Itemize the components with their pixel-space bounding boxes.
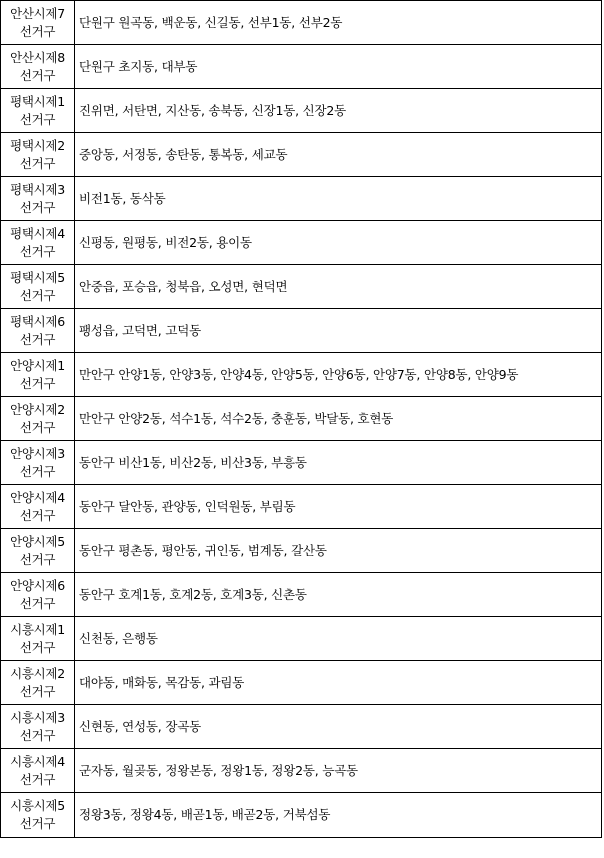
table-row bbox=[1, 441, 602, 485]
district-areas-cell: 비전1동, 동삭동 bbox=[75, 177, 602, 221]
table-row bbox=[1, 1, 602, 45]
district-name-cell bbox=[1, 705, 75, 749]
district-name-line2: 선거구 bbox=[19, 595, 56, 611]
district-name-cell bbox=[1, 221, 75, 265]
district-name-line2: 선거구 bbox=[19, 243, 56, 259]
district-name-line1: 시흥시제1 bbox=[10, 621, 65, 637]
district-name-cell bbox=[1, 353, 75, 397]
district-name-line1: 안양시제3 bbox=[10, 445, 65, 461]
district-name-cell bbox=[1, 397, 75, 441]
district-name-cell bbox=[1, 45, 75, 89]
district-name-line2: 선거구 bbox=[19, 375, 56, 391]
district-name-line2: 선거구 bbox=[19, 331, 56, 347]
district-name-line2: 선거구 bbox=[19, 463, 56, 479]
district-name-cell bbox=[1, 133, 75, 177]
district-name-line2: 선거구 bbox=[19, 771, 56, 787]
table-row bbox=[1, 309, 602, 353]
table-row bbox=[1, 705, 602, 749]
district-areas-cell: 팽성읍, 고덕면, 고덕동 bbox=[75, 309, 602, 353]
district-name-cell bbox=[1, 793, 75, 838]
district-name-cell bbox=[1, 89, 75, 133]
district-name-line2: 선거구 bbox=[19, 727, 56, 743]
district-name-line1: 안산시제8 bbox=[10, 49, 65, 65]
district-name-line1: 안산시제7 bbox=[10, 5, 65, 21]
district-name-line2: 선거구 bbox=[19, 683, 56, 699]
district-areas-cell: 동안구 평촌동, 평안동, 귀인동, 범계동, 갈산동 bbox=[75, 529, 602, 573]
district-areas-cell: 안중읍, 포승읍, 청북읍, 오성면, 현덕면 bbox=[75, 265, 602, 309]
district-name-line2: 선거구 bbox=[19, 639, 56, 655]
district-name-line2: 선거구 bbox=[19, 67, 56, 83]
district-name-cell bbox=[1, 441, 75, 485]
district-name-cell bbox=[1, 309, 75, 353]
table-row bbox=[1, 529, 602, 573]
table-row bbox=[1, 221, 602, 265]
district-areas-cell: 단원구 원곡동, 백운동, 신길동, 선부1동, 선부2동 bbox=[75, 1, 602, 45]
district-areas-cell: 대야동, 매화동, 목감동, 과림동 bbox=[75, 661, 602, 705]
district-name-line1: 평택시제5 bbox=[10, 269, 65, 285]
table-row bbox=[1, 397, 602, 441]
district-name-line1: 안양시제1 bbox=[10, 357, 65, 373]
district-name-line1: 시흥시제3 bbox=[10, 709, 65, 725]
district-name-line2: 선거구 bbox=[19, 287, 56, 303]
district-name-line1: 평택시제1 bbox=[10, 93, 65, 109]
district-name-cell bbox=[1, 573, 75, 617]
table-row bbox=[1, 793, 602, 838]
table-row bbox=[1, 573, 602, 617]
district-areas-cell: 신천동, 은행동 bbox=[75, 617, 602, 661]
district-name-line1: 안양시제5 bbox=[10, 533, 65, 549]
district-name-cell bbox=[1, 661, 75, 705]
district-name-line1: 평택시제6 bbox=[10, 313, 65, 329]
district-name-line2: 선거구 bbox=[19, 507, 56, 523]
district-name-cell bbox=[1, 1, 75, 45]
table-row bbox=[1, 133, 602, 177]
district-name-line1: 평택시제4 bbox=[10, 225, 65, 241]
district-name-line2: 선거구 bbox=[19, 155, 56, 171]
district-name-line1: 시흥시제5 bbox=[10, 798, 65, 813]
table-row bbox=[1, 265, 602, 309]
district-name-line2: 선거구 bbox=[19, 199, 56, 215]
district-areas-cell: 동안구 비산1동, 비산2동, 비산3동, 부흥동 bbox=[75, 441, 602, 485]
district-name-line1: 시흥시제2 bbox=[10, 665, 65, 681]
table-row bbox=[1, 485, 602, 529]
district-name-cell bbox=[1, 265, 75, 309]
district-name-line2: 선거구 bbox=[19, 111, 56, 127]
table-row bbox=[1, 89, 602, 133]
district-areas-cell: 단원구 초지동, 대부동 bbox=[75, 45, 602, 89]
district-name-cell bbox=[1, 617, 75, 661]
district-areas-cell: 군자동, 월곶동, 정왕본동, 정왕1동, 정왕2동, 능곡동 bbox=[75, 749, 602, 793]
district-name-line1: 평택시제3 bbox=[10, 181, 65, 197]
table-row bbox=[1, 617, 602, 661]
district-name-cell bbox=[1, 749, 75, 793]
district-areas-cell: 만안구 안양1동, 안양3동, 안양4동, 안양5동, 안양6동, 안양7동, 안양8동, 안양9동 bbox=[75, 353, 602, 397]
district-areas-cell: 정왕3동, 정왕4동, 배곧1동, 배곧2동, 거북섬동 bbox=[75, 793, 602, 838]
district-name-line2: 선거구 bbox=[19, 551, 56, 567]
district-name-line1: 안양시제2 bbox=[10, 401, 65, 417]
table-row bbox=[1, 661, 602, 705]
district-name-line1: 시흥시제4 bbox=[10, 753, 65, 769]
table-row bbox=[1, 353, 602, 397]
district-areas-cell: 중앙동, 서정동, 송탄동, 통복동, 세교동 bbox=[75, 133, 602, 177]
district-name-cell bbox=[1, 177, 75, 221]
district-name-line2: 선거구 bbox=[19, 816, 56, 831]
district-name-line1: 안양시제4 bbox=[10, 489, 65, 505]
district-areas-cell: 만안구 안양2동, 석수1동, 석수2동, 충훈동, 박달동, 호현동 bbox=[75, 397, 602, 441]
district-name-line2: 선거구 bbox=[19, 23, 56, 39]
district-name-cell bbox=[1, 529, 75, 573]
district-areas-cell: 신평동, 원평동, 비전2동, 용이동 bbox=[75, 221, 602, 265]
district-areas-cell: 동안구 호계1동, 호계2동, 호계3동, 신촌동 bbox=[75, 573, 602, 617]
table-row bbox=[1, 45, 602, 89]
district-name-line1: 평택시제2 bbox=[10, 137, 65, 153]
district-name-line2: 선거구 bbox=[19, 419, 56, 435]
district-areas-cell: 신현동, 연성동, 장곡동 bbox=[75, 705, 602, 749]
table-row bbox=[1, 749, 602, 793]
district-areas-cell: 진위면, 서탄면, 지산동, 송북동, 신장1동, 신장2동 bbox=[75, 89, 602, 133]
table-row bbox=[1, 177, 602, 221]
district-table-body bbox=[1, 1, 602, 838]
district-name-line1: 안양시제6 bbox=[10, 577, 65, 593]
district-areas-cell: 동안구 달안동, 관양동, 인덕원동, 부림동 bbox=[75, 485, 602, 529]
district-name-cell bbox=[1, 485, 75, 529]
